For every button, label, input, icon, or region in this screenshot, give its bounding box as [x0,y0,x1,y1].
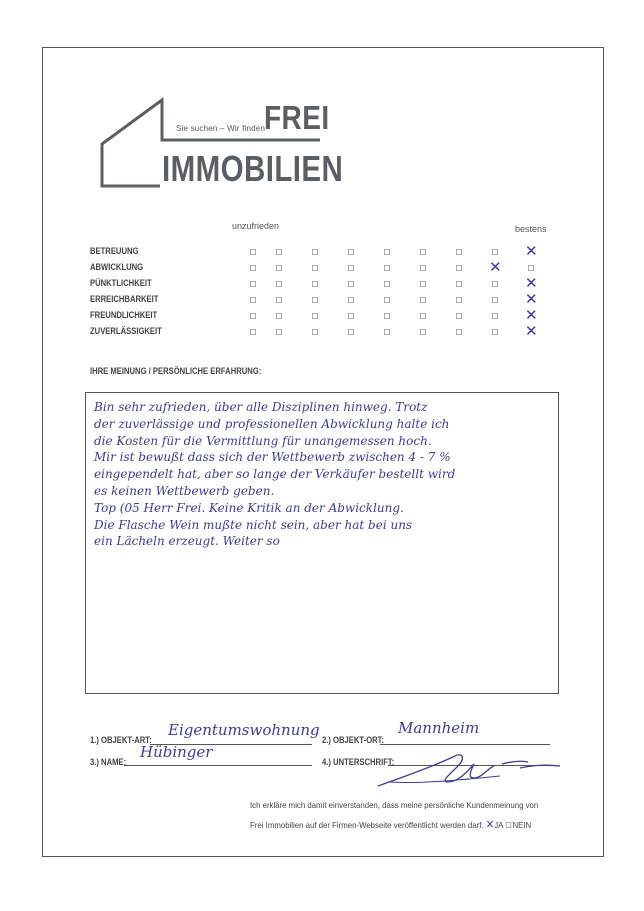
rating-checkbox[interactable] [492,249,498,255]
rating-label: ZUVERLÄSSIGKEIT [90,326,162,336]
rating-row [90,242,550,260]
rating-checkbox[interactable] [348,281,354,287]
opinion-line: der zuverlässige und professionellen Abwicklung halte ich [94,416,450,431]
rating-checkbox[interactable] [312,297,318,303]
name-label: 3.) NAME: [90,757,127,767]
rating-checkbox[interactable] [312,329,318,335]
rating-checkbox[interactable] [250,313,256,319]
rating-label: ABWICKLUNG [90,262,144,272]
opinion-line: eingependelt hat, aber so lange der Verkäufer bestellt wird [94,467,456,482]
rating-checkbox[interactable] [250,297,256,303]
consent-yes-mark[interactable]: ✕ [485,818,495,831]
objekt-art-label: 1.) OBJEKT-ART: [90,735,152,745]
rating-checkbox[interactable] [312,249,318,255]
rating-checkbox[interactable] [250,265,256,271]
rating-checkbox[interactable] [456,249,462,255]
opinion-line: ein Lächeln erzeugt. Weiter so [94,534,280,549]
opinion-line: es keinen Wettbewerb geben. [94,483,275,498]
rating-checkbox-checked[interactable]: ✕ [525,274,538,292]
rating-checkbox[interactable] [420,297,426,303]
rating-checkbox[interactable] [250,329,256,335]
rating-checkbox[interactable] [276,265,282,271]
rating-checkbox[interactable] [384,281,390,287]
consent-yes-label: JA [494,820,503,830]
rating-row [90,322,550,340]
rating-label: ERREICHBARKEIT [90,294,159,304]
name-value: Hübinger [140,743,213,761]
consent-text [250,796,550,835]
rating-checkbox[interactable] [420,265,426,271]
rating-checkbox[interactable] [348,249,354,255]
rating-row [90,258,550,276]
rating-checkbox[interactable] [348,313,354,319]
rating-checkbox[interactable] [384,297,390,303]
rating-checkbox[interactable] [276,249,282,255]
objekt-ort-label: 2.) OBJEKT-ORT: [322,735,385,745]
rating-row [90,290,550,308]
consent-no-label: NEIN [512,820,532,830]
rating-checkbox-checked[interactable]: ✕ [489,258,502,276]
rating-checkbox[interactable] [456,265,462,271]
rating-checkbox[interactable] [492,281,498,287]
logo-brand-bottom: IMMOBILIEN [162,148,344,189]
consent-line-1: Ich erkläre mich damit einverstanden, dass meine persönliche Kundenmeinung von [250,800,539,810]
logo-slogan: Sie suchen – Wir finden [176,124,266,133]
rating-checkbox[interactable] [276,329,282,335]
consent-line-2 [250,815,532,835]
rating-checkbox[interactable] [456,313,462,319]
rating-checkbox[interactable] [420,281,426,287]
rating-label: PÜNKTLICHKEIT [90,278,152,288]
rating-checkbox-checked[interactable]: ✕ [525,290,538,308]
objekt-ort-value: Mannheim [398,719,480,737]
rating-checkbox[interactable] [276,313,282,319]
rating-checkbox[interactable] [348,297,354,303]
rating-row [90,306,550,324]
opinion-line: Bin sehr zufrieden, über alle Disziplinen hinweg. Trotz [94,400,428,414]
rating-checkbox[interactable] [312,313,318,319]
rating-checkbox[interactable] [312,265,318,271]
opinion-label: IHRE MEINUNG / PERSÖNLICHE ERFAHRUNG: [90,366,262,376]
scale-max-label: bestens [515,224,547,234]
rating-checkbox[interactable] [492,313,498,319]
consent-line-2-text: Frei Immobilien auf der Firmen-Webseite veröffentlicht werden darf. [250,820,484,830]
rating-checkbox[interactable] [528,265,534,271]
rating-checkbox-checked[interactable]: ✕ [525,322,538,340]
name-line [124,765,312,766]
rating-checkbox[interactable] [276,281,282,287]
rating-checkbox[interactable] [384,329,390,335]
rating-checkbox-checked[interactable]: ✕ [525,306,538,324]
opinion-line: Die Flasche Wein mußte nicht sein, aber hat bei uns [94,517,413,532]
rating-checkbox[interactable] [420,249,426,255]
opinion-text [94,399,549,550]
rating-checkbox[interactable] [420,329,426,335]
rating-row [90,274,550,292]
rating-checkbox[interactable] [420,313,426,319]
rating-checkbox[interactable] [384,265,390,271]
unterschrift-label: 4.) UNTERSCHRIFT: [322,757,395,767]
objekt-art-value: Eigentumswohnung [168,721,320,739]
opinion-box [85,392,559,694]
opinion-line: Top (05 Herr Frei. Keine Kritik an der Abwicklung. [94,500,404,515]
rating-checkbox[interactable] [348,329,354,335]
rating-checkbox[interactable] [492,297,498,303]
rating-checkbox[interactable] [456,281,462,287]
rating-checkbox[interactable] [384,313,390,319]
logo-brand-top: FREI [264,99,330,136]
rating-checkbox[interactable] [276,297,282,303]
rating-label: FREUNDLICHKEIT [90,310,158,320]
opinion-line: Mir ist bewußt dass sich der Wettbewerb zwischen 4 - 7 % [94,450,451,465]
rating-checkbox[interactable] [384,249,390,255]
rating-checkbox[interactable] [456,297,462,303]
rating-checkbox[interactable] [312,281,318,287]
rating-checkbox[interactable] [456,329,462,335]
consent-no-checkbox[interactable] [506,822,512,828]
rating-checkbox[interactable] [250,281,256,287]
rating-checkbox[interactable] [348,265,354,271]
opinion-line: die Kosten für die Vermittlung für unangemessen hoch. [94,433,432,448]
rating-checkbox[interactable] [492,329,498,335]
scale-min-label: unzufrieden [232,221,280,231]
handwritten-signature [370,738,570,798]
rating-checkbox[interactable] [250,249,256,255]
rating-checkbox-checked[interactable]: ✕ [525,242,538,260]
rating-label: BETREUUNG [90,246,139,256]
